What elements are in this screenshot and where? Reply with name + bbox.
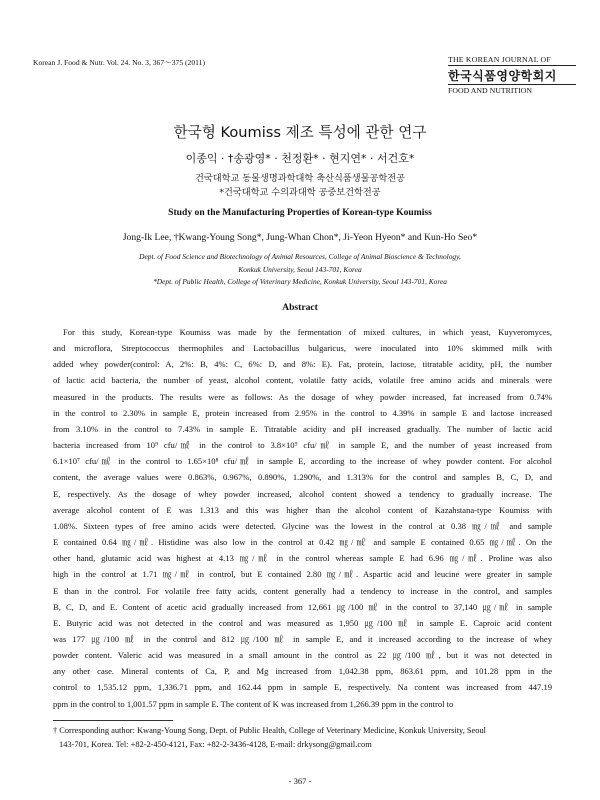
authors-english: Jong-Ik Lee, †Kwang-Young Song*, Jung-Whan Chon*, Ji-Yeon Hyeon* and Kun-Ho Seo* — [122, 232, 478, 243]
journal-logo-line1: THE KOREAN JOURNAL OF — [448, 55, 576, 66]
journal-logo-line3: FOOD AND NUTRITION — [448, 84, 576, 95]
abstract-line: powder content. Valeric acid was measured in a small amount in the control as 22 ㎍/100 ㎖, but it was not detected in — [53, 650, 552, 661]
abstract-line: other hand, glutamic acid was highest at 4.13 ㎎/㎖ in the control whereas sample E had 6.96 ㎎/㎖. Proline was also — [53, 553, 552, 564]
affiliation-korean-1: 건국대학교 동물생명과학대학 축산식품생물공학전공 — [195, 173, 405, 184]
journal-logo — [448, 55, 576, 95]
abstract-line: E. Butyric acid was not detected in the control and was measured as 1,950 ㎍/100 ㎖ in sample E. Caproic acid content — [53, 617, 552, 628]
abstract-line: E, respectively. As the dosage of whey powder increased, alcohol content showed a tendency to gradually increase. The — [53, 488, 552, 499]
affiliation-korean-2: *건국대학교 수의과대학 공중보건학전공 — [219, 187, 381, 198]
abstract-heading: Abstract — [282, 302, 318, 313]
abstract-line: content, the average values were 0.863%, 0.967%, 0.890%, 1.290%, and 1.313% for the control and samples B, C, D, and — [53, 472, 552, 483]
page-number: - 367 - — [288, 776, 312, 786]
abstract-line: of lactic acid bacteria, the number of yeast, alcohol content, volatile fatty acids, volatile free amino acids and minerals were — [53, 375, 552, 386]
authors-korean: 이종익 · †송광영* · 천정환* · 현지연* · 서건호* — [185, 152, 415, 165]
abstract-line: high in the control at 1.71 ㎎/㎖ in control, but E contained 2.80 ㎎/㎖. Aspartic acid and leucine were greater in sample — [53, 569, 552, 580]
abstract-line: average alcohol content of E was 1.313 and this was higher than the alcohol content of Kazahstana-type Koumiss with — [53, 504, 552, 515]
abstract-body — [53, 324, 552, 712]
abstract-line: in the control to 2.30% in sample E, protein increased from 2.95% in the control to 4.39% in sample E and lactose increased — [53, 407, 552, 418]
footnote-line: † Corresponding author: Kwang-Young Song, Dept. of Public Health, College of Veterinary Medicine, Konkuk University, Seoul — [53, 726, 486, 735]
footnote-line: 143-701, Korea. Tel: +82-2-450-4121, Fax: +82-2-3436-4128, E-mail: drkysong@gmail.com — [59, 740, 372, 749]
footnote-divider — [53, 720, 173, 721]
affiliation-english-1: Dept. of Food Science and Biotechnology of Animal Resources, College of Animal Bioscience & Technology, — [139, 252, 461, 261]
abstract-line: bacteria increased from 10⁹ cfu/㎖ in the control to 3.8×10⁹ cfu/㎖ in sample E, and the number of yeast increased from — [53, 440, 552, 451]
abstract-line: 6.1×10⁷ cfu/㎖ in the control to 1.65×10⁸ cfu/㎖ in sample E, according to the increase of whey powder content. For alcohol — [53, 456, 552, 467]
abstract-line: B, C, D, and E. Content of acetic acid gradually increased from 12,661 ㎍/100 ㎖ in the control to 37,140 ㎍/㎖ in sample — [53, 601, 552, 612]
abstract-line: measured in the products. The results were as follows: As the dosage of whey powder increased, fat increased from 0.74% — [53, 391, 552, 402]
footnote — [53, 720, 552, 752]
abstract-line: 1.08%. Sixteen types of free amino acids were detected. Glycine was the lowest in the control at 0.38 ㎎/㎖ and sample — [53, 520, 552, 531]
abstract-line: E contained 0.64 ㎎/㎖. Histidine was also low in the control at 0.42 ㎎/㎖ and sample E contained 0.65 ㎎/㎖. On the — [53, 537, 552, 548]
abstract-line: control to 1,535.12 ppm, 1,336.71 ppm, and 162.44 ppm in sample E, respectively. Na content was increased from 447.19 — [53, 682, 552, 693]
journal-logo-line2: 한국식품영양학회지 — [448, 69, 557, 83]
abstract-line: was 177 ㎍/100 ㎖ in the control and 812 ㎍/100 ㎖ in sample E, and it increased according to the increase of whey — [53, 633, 552, 644]
affiliation-english-3: *Dept. of Public Health, College of Veterinary Medicine, Konkuk University, Seoul 143-701, Korea — [153, 277, 447, 286]
abstract-line: from 3.10% in the control to 7.43% in sample E. Titratable acidity and pH increased gradually. The number of lactic acid — [53, 423, 552, 434]
affiliation-english-2: Konkuk University, Seoul 143-701, Korea — [238, 265, 362, 274]
abstract-line: added whey powder(control: A, 2%: B, 4%: C, 6%: D, and 8%: E). Fat, protein, lactose, titratable acidity, pH, the number — [53, 359, 552, 370]
abstract-line: and microflora, Streptococcus thermophiles and Lactobacillus bulgaricus, were inoculated into 10% skimmed milk with — [53, 343, 552, 354]
abstract-line: For this study, Korean-type Koumiss was made by the fermentation of mixed cultures, in which yeast, Kuyveromyces, — [63, 327, 552, 337]
title-korean: 한국형 Koumiss 제조 특성에 관한 연구 — [173, 124, 427, 141]
abstract-line: E than in the control. For volatile free fatty acids, content generally had a tendency to increase in the control, and samples — [53, 585, 552, 596]
abstract-line: any other case. Mineral contents of Ca, P, and Mg increased from 1,042.38 ppm, 863.61 ppm, and 101.28 ppm in the — [53, 666, 552, 677]
abstract-line: ppm in the control to 1,001.57 ppm in sample E. The content of K was increased from 1,266.39 ppm in the control to — [53, 698, 454, 709]
journal-citation: Korean J. Food & Nutr. Vol. 24. No. 3, 367～375 (2011) — [33, 58, 205, 67]
title-english: Study on the Manufacturing Properties of Korean-type Koumiss — [168, 207, 432, 218]
